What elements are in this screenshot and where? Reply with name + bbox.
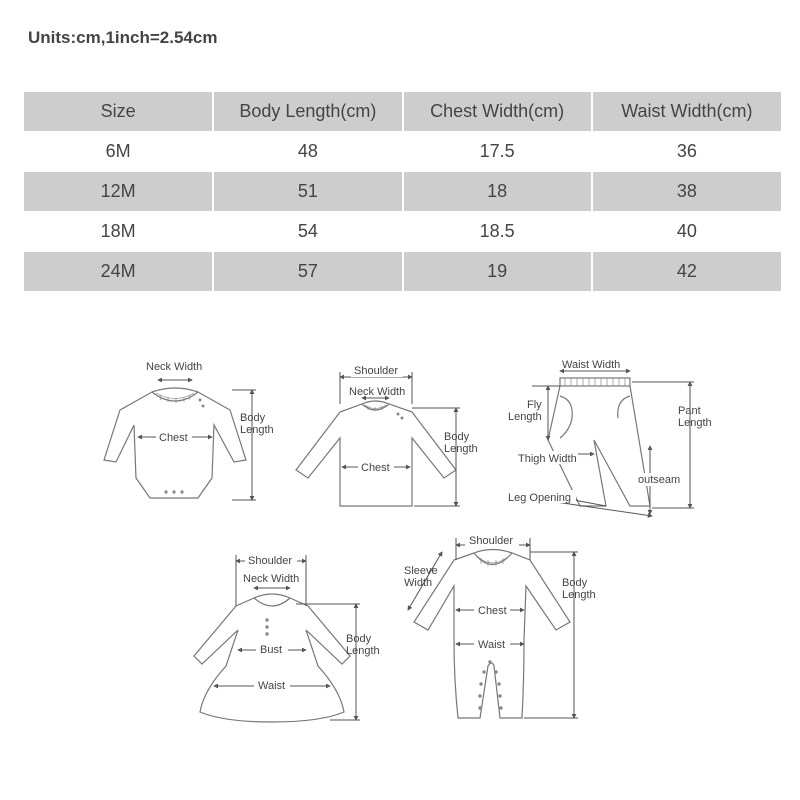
pants-pant-label: Pant <box>678 405 701 417</box>
pants-fly-length-label: Length <box>508 411 542 423</box>
pants-length-label: Length <box>678 417 712 429</box>
romper-length-label: Length <box>562 589 596 601</box>
cell-size: 6M <box>24 132 213 172</box>
cell-size: 18M <box>24 212 213 252</box>
cell-body-length: 54 <box>213 212 402 252</box>
cell-size: 24M <box>24 252 213 292</box>
dress-length-label: Length <box>346 645 380 657</box>
cell-chest-width: 19 <box>403 252 592 292</box>
pants-fly-label: Fly <box>527 399 542 411</box>
pants-leg-opening-label: Leg Opening <box>508 492 571 504</box>
pants-thigh-label: Thigh Width <box>518 453 577 465</box>
dress-diagram <box>194 554 380 722</box>
sweater-shoulder-label: Shoulder <box>354 365 399 377</box>
header-size: Size <box>24 92 213 132</box>
romper-sleeve-label: Sleeve <box>404 565 438 577</box>
cell-size: 12M <box>24 172 213 212</box>
cell-waist-width: 42 <box>592 252 781 292</box>
pants-outseam-label: outseam <box>638 474 681 486</box>
dress-neck-label: Neck Width <box>243 573 300 585</box>
romper-chest-label: Chest <box>478 605 507 617</box>
romper-shoulder-label: Shoulder <box>469 535 514 547</box>
cell-waist-width: 38 <box>592 172 781 212</box>
units-note: Units:cm,1inch=2.54cm <box>28 28 218 47</box>
dress-bust-label: Bust <box>260 644 283 656</box>
bodysuit-chest-label: Chest <box>159 432 188 444</box>
cell-waist-width: 40 <box>676 221 697 241</box>
romper-body-label: Body <box>562 577 588 589</box>
sweater-diagram <box>296 363 478 506</box>
header-chest-width: Chest Width(cm) <box>403 92 592 132</box>
header-body-length: Body Length(cm) <box>213 92 402 132</box>
bodysuit-length-label: Length <box>240 424 274 436</box>
sweater-body-label: Body <box>444 431 470 443</box>
cell-chest-width: 18 <box>403 172 592 212</box>
bodysuit-neck-label: Neck Width <box>146 361 203 373</box>
dress-waist-label: Waist <box>258 680 286 692</box>
dress-shoulder-label: Shoulder <box>248 555 293 567</box>
romper-sleeve-width-label: Width <box>404 577 433 589</box>
cell-chest-width: 17.5 <box>403 132 592 172</box>
dress-body-label: Body <box>346 633 372 645</box>
cell-body-length: 57 <box>213 252 402 292</box>
sweater-chest-label: Chest <box>361 462 390 474</box>
header-waist-width: Waist Width(cm) <box>592 92 781 132</box>
sweater-length-label: Length <box>444 443 478 455</box>
cell-body-length: 51 <box>213 172 402 212</box>
cell-chest-width: 18.5 <box>403 212 592 252</box>
bodysuit-body-label: Body <box>240 412 266 424</box>
sweater-neck-label: Neck Width <box>349 386 406 398</box>
cell-waist-width: 36 <box>676 141 697 161</box>
romper-waist-label: Waist <box>478 639 506 651</box>
pants-diagram <box>506 359 712 516</box>
bodysuit-diagram <box>104 361 274 500</box>
cell-body-length: 48 <box>213 132 402 172</box>
pants-waist-label: Waist Width <box>562 359 621 371</box>
romper-diagram <box>404 534 596 718</box>
